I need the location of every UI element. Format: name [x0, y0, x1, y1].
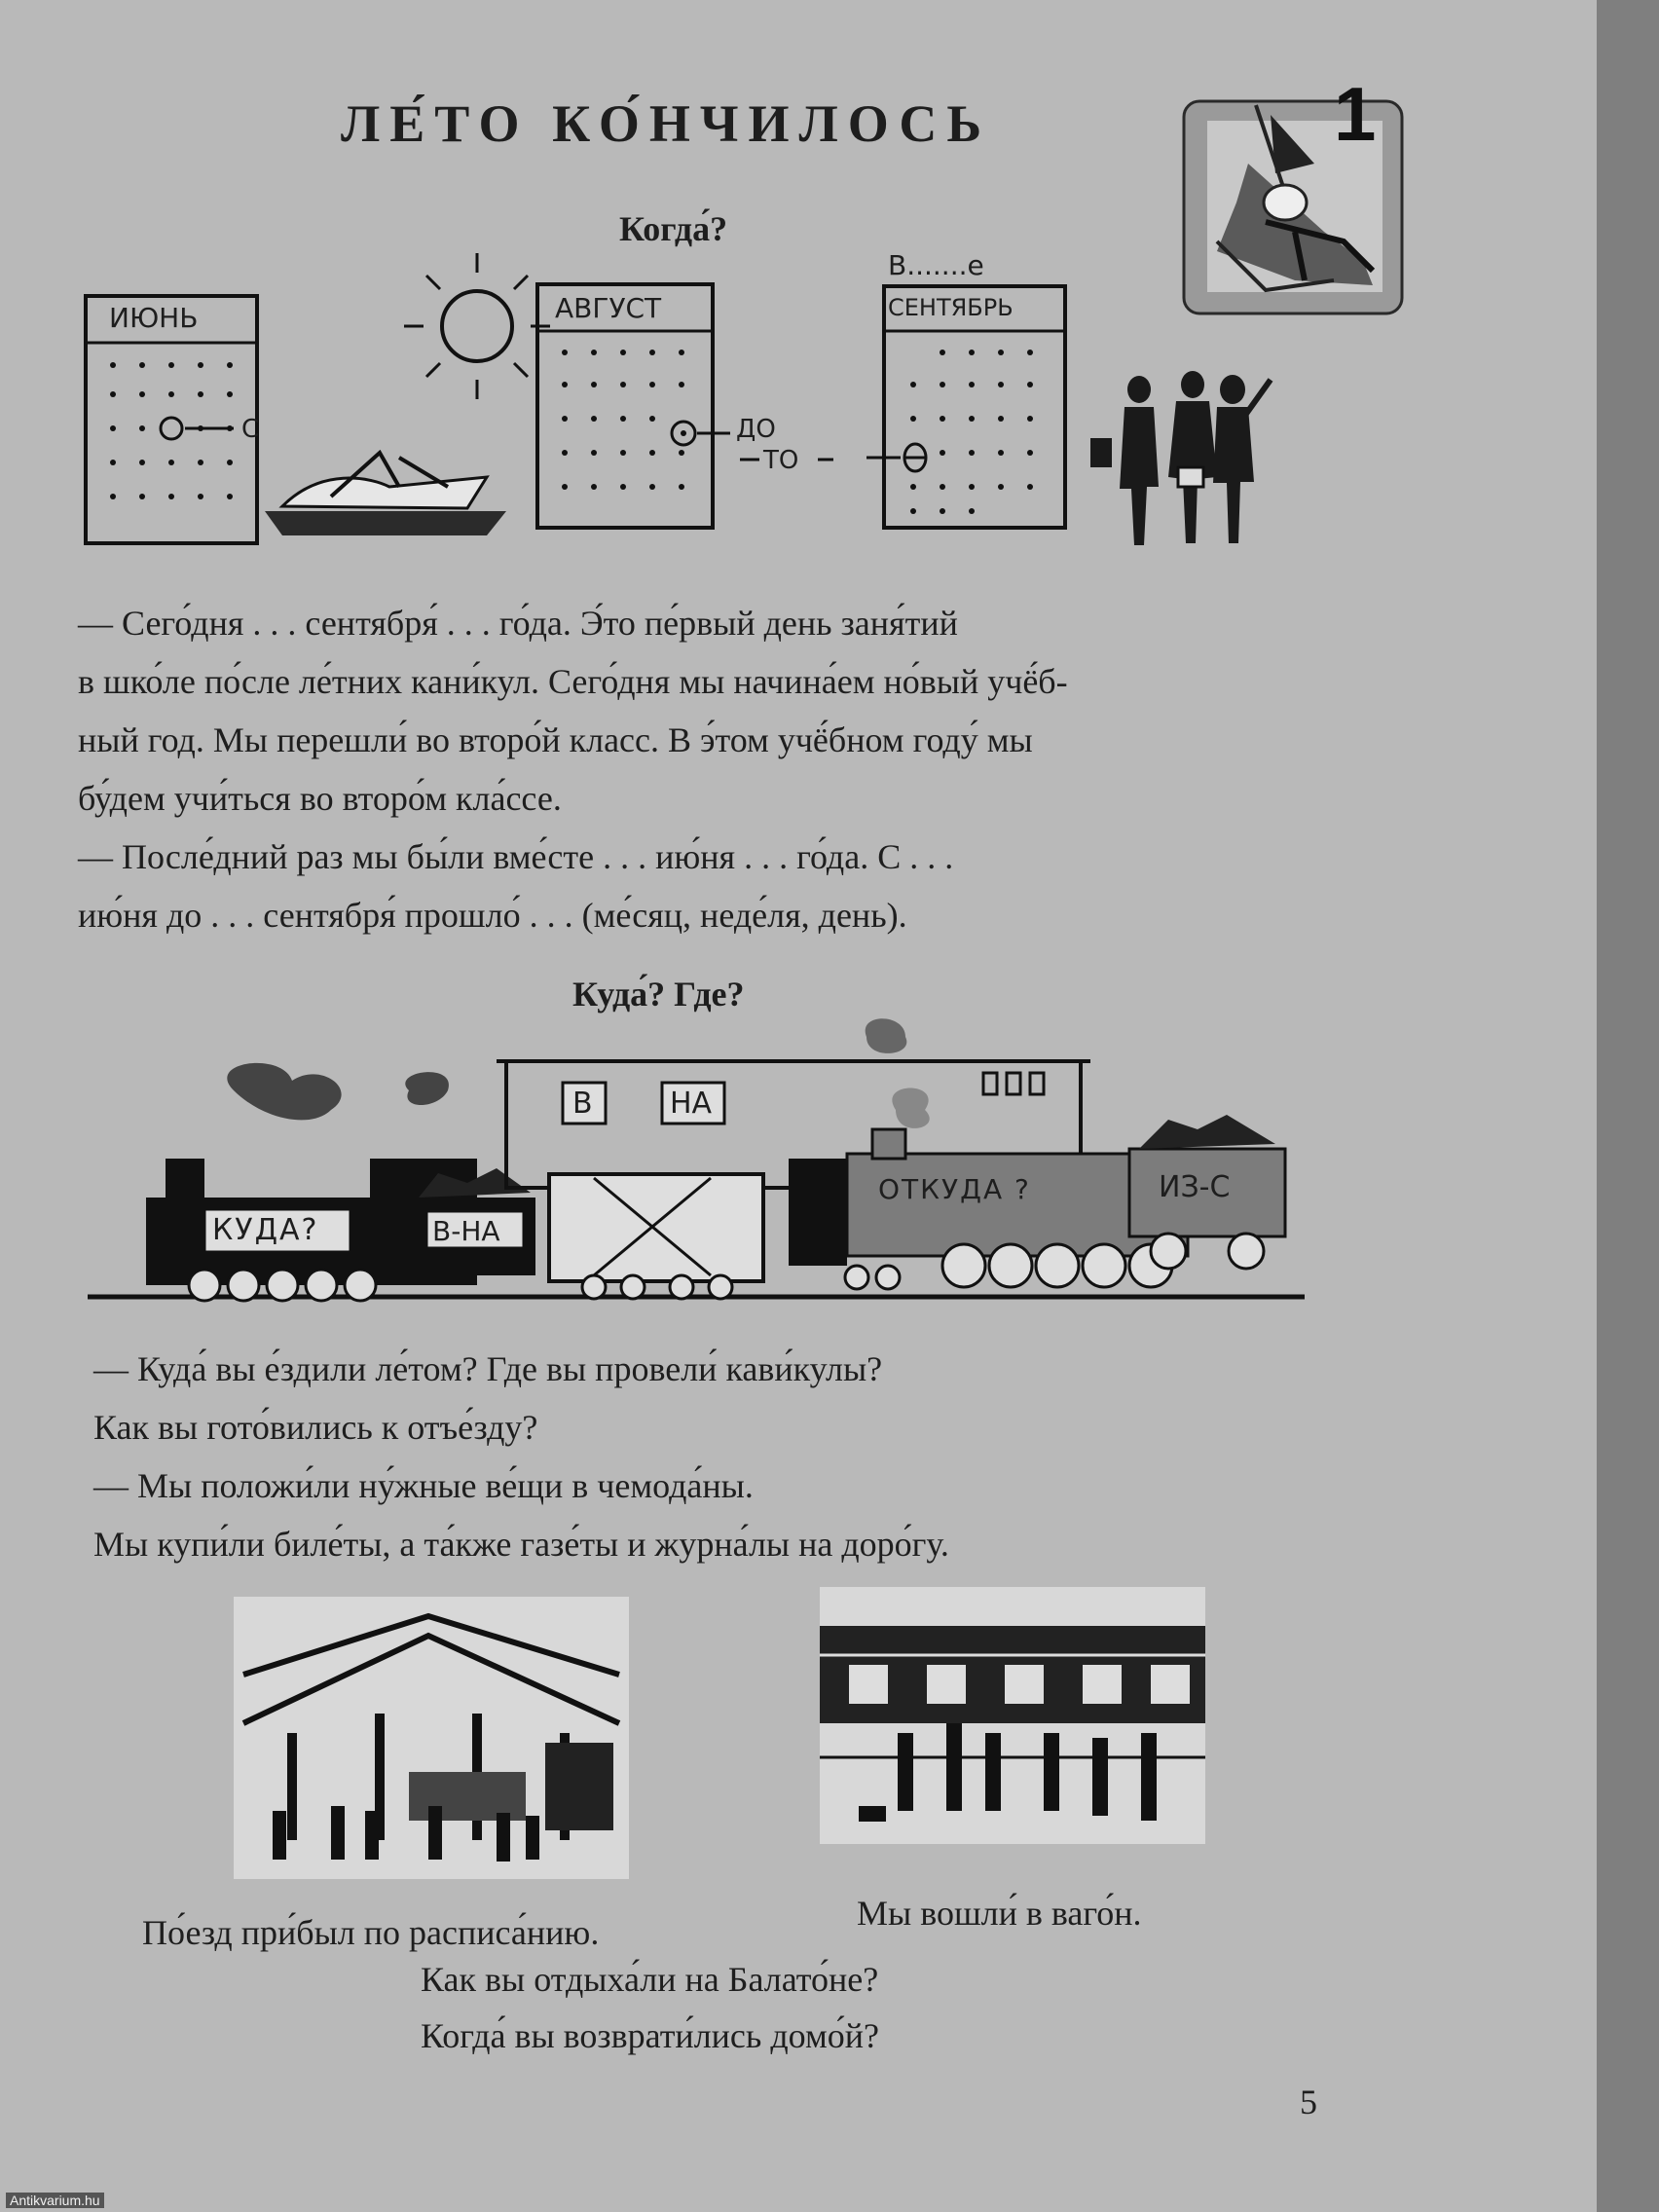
section-heading-when: Когда́? [619, 209, 728, 248]
paragraph-line: ный год. Мы перешли́ во второ́й класс. В э́том учё́бном году́ мы [78, 720, 1033, 759]
background-edge [1597, 0, 1659, 2212]
train-label-na: НА [670, 1087, 713, 1121]
label-until: ДО [736, 415, 776, 444]
month-august-label: АВГУСТ [555, 292, 662, 324]
paragraph-line: бу́дем учи́ться во второ́м кла́ссе. [78, 779, 562, 818]
page-title: ЛЕ́ТО КО́НЧИЛОСЬ [341, 94, 992, 153]
dialog-where [93, 1340, 949, 1573]
paragraph-when [78, 594, 1068, 944]
month-september-label: СЕНТЯБРЬ [888, 294, 1014, 321]
watermark: Antikvarium.hu [6, 2193, 104, 2208]
page-number: 5 [1300, 2083, 1317, 2121]
train-label-iz-s: ИЗ-С [1159, 1170, 1231, 1204]
label-from: С [241, 415, 260, 444]
dialog-line: Мы купи́ли биле́ты, а та́кже газе́ты и журна́лы на доро́гу. [93, 1525, 949, 1564]
caption-train-arrived: По́езд при́был по расписа́нию. [142, 1913, 600, 1952]
train-illustration [88, 1003, 1314, 1314]
dialog-line: Как вы гото́вились к отъе́зду? [93, 1408, 538, 1447]
station-illustration [234, 1597, 629, 1879]
caption-entered-wagon: Мы вошли́ в ваго́н. [857, 1894, 1142, 1933]
label-to: ТО [763, 446, 799, 475]
question-line: Когда́ вы возврати́лись домо́й? [421, 2016, 879, 2055]
paragraph-line: — После́дний раз мы бы́ли вме́сте . . . ию́ня . . . го́да. С . . . [78, 837, 954, 876]
paragraph-line: — Сего́дня . . . сентября́ . . . го́да. Э́то пе́рвый день заня́тий [78, 604, 958, 643]
hint-label: В.......е [888, 249, 984, 281]
paragraph-line: ию́ня до . . . сентября́ прошло́ . . . (ме́сяц, неде́ля, день). [78, 896, 907, 935]
wagon-illustration [820, 1587, 1205, 1844]
paragraph-line: в шко́ле по́сле ле́тних кани́кул. Сего́дня мы начина́ем но́вый учё́б- [78, 662, 1068, 701]
dialog-line: — Мы положи́ли ну́жные ве́щи в чемода́ны. [93, 1466, 754, 1505]
lesson-number: 1 [1334, 71, 1377, 157]
train-label-where-from: ОТКУДА ? [878, 1173, 1031, 1205]
month-june-label: ИЮНЬ [109, 302, 199, 334]
train-label-v-na: В-НА [432, 1215, 500, 1247]
train-label-v: В [572, 1087, 593, 1121]
dialog-line: — Куда́ вы е́здили ле́том? Где вы провели́ кави́кулы? [93, 1349, 883, 1388]
train-label-where-to: КУДА? [212, 1213, 319, 1247]
question-line: Как вы отдыха́ли на Балато́не? [421, 1960, 879, 1999]
section-heading-where: Куда́? Где? [572, 975, 745, 1014]
calendar-overlay [78, 234, 1295, 555]
